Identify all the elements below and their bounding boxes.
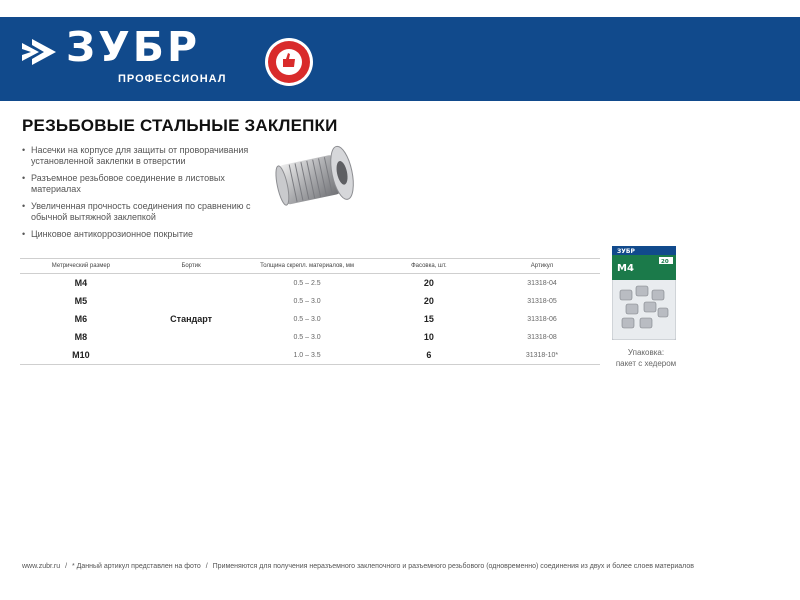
feature-text: Увеличенная прочность соединения по сравнению с обычной вытяжной заклепкой (31, 201, 251, 222)
rivet-nut-image (273, 140, 363, 220)
package-count: 20 (661, 259, 669, 265)
feature-text: Насечки на корпусе для защиты от проворачивания установленной заклепки в отверстии (31, 145, 249, 166)
quality-seal-icon (264, 37, 314, 87)
article-cell: 31318-06 (527, 315, 557, 323)
footer-note (22, 563, 697, 570)
bullet-icon: • (22, 201, 26, 211)
size-cell: M10 (20, 346, 142, 365)
feature-list (22, 145, 272, 246)
footer-photo-note: * Данный артикул представлен на фото (71, 563, 201, 570)
article-cell: 31318-04 (527, 279, 557, 287)
bullet-icon: • (22, 145, 26, 155)
footer-separator: / (205, 563, 208, 570)
column-header: Артикул (484, 259, 600, 274)
flange-cell (142, 274, 241, 293)
table-header-row (20, 259, 600, 274)
zubr-logo-icon (22, 33, 60, 71)
article-cell: 31318-08 (527, 333, 557, 341)
pack-qty-cell: 10 (423, 332, 434, 342)
size-cell: M5 (74, 296, 88, 306)
table-row (20, 328, 600, 346)
package-caption (604, 347, 688, 369)
flange-cell (142, 328, 241, 346)
thickness-cell: 0.5 – 3.0 (293, 333, 321, 341)
feature-item (22, 173, 272, 195)
brand-name: ЗУБР (66, 23, 201, 71)
package-caption-line: Упаковка: (627, 348, 665, 357)
bullet-icon: • (22, 229, 26, 239)
size-cell: M4 (74, 278, 88, 288)
table-row (20, 292, 600, 310)
size-cell: M6 (74, 314, 88, 324)
footer-website: www.zubr.ru (22, 563, 61, 570)
article-cell: 31318-05 (527, 297, 557, 305)
flange-cell: Стандарт (170, 314, 213, 324)
table-row (20, 274, 600, 293)
package-size: M4 (617, 263, 634, 274)
feature-text: Цинковое антикоррозионное покрытие (31, 229, 194, 239)
bullet-icon: • (22, 173, 26, 183)
flange-cell (142, 346, 241, 365)
column-header: Фасовка, шт. (374, 259, 484, 274)
table-row (20, 310, 600, 328)
package-brand: ЗУБР (617, 248, 635, 255)
footer-separator: / (65, 563, 68, 570)
footer-usage-note: Применяются для получения неразъемного заклепочного и разъемного резьбового (одновременно) соединения из двух и более слоев материалов (212, 563, 694, 570)
brand-subtitle: ПРОФЕССИОНАЛ (118, 73, 227, 85)
column-header: Бортик (142, 259, 241, 274)
table-row (20, 346, 600, 365)
thickness-cell: 1.0 – 3.5 (240, 346, 373, 365)
feature-item (22, 201, 272, 223)
pack-qty-cell: 6 (374, 346, 484, 365)
pack-qty-cell: 20 (423, 278, 434, 288)
feature-text: Разъемное резьбовое соединение в листовых материалах (31, 173, 225, 194)
package-caption-line: пакет с хедером (615, 359, 677, 368)
article-cell: 31318-10* (484, 346, 600, 365)
pack-qty-cell: 20 (423, 296, 434, 306)
thickness-cell: 0.5 – 3.0 (293, 315, 321, 323)
feature-item (22, 229, 272, 240)
column-header: Толщина скрепл. материалов, мм (240, 259, 373, 274)
spec-table (20, 258, 600, 365)
package-image (612, 246, 676, 340)
flange-cell (142, 292, 241, 310)
size-cell: M8 (74, 332, 88, 342)
thickness-cell: 0.5 – 3.0 (293, 297, 321, 305)
thickness-cell: 0.5 – 2.5 (293, 279, 321, 287)
pack-qty-cell: 15 (423, 314, 434, 324)
page-title: РЕЗЬБОВЫЕ СТАЛЬНЫЕ ЗАКЛЕПКИ (22, 116, 338, 135)
column-header: Метрический размер (20, 259, 142, 274)
feature-item (22, 145, 272, 167)
